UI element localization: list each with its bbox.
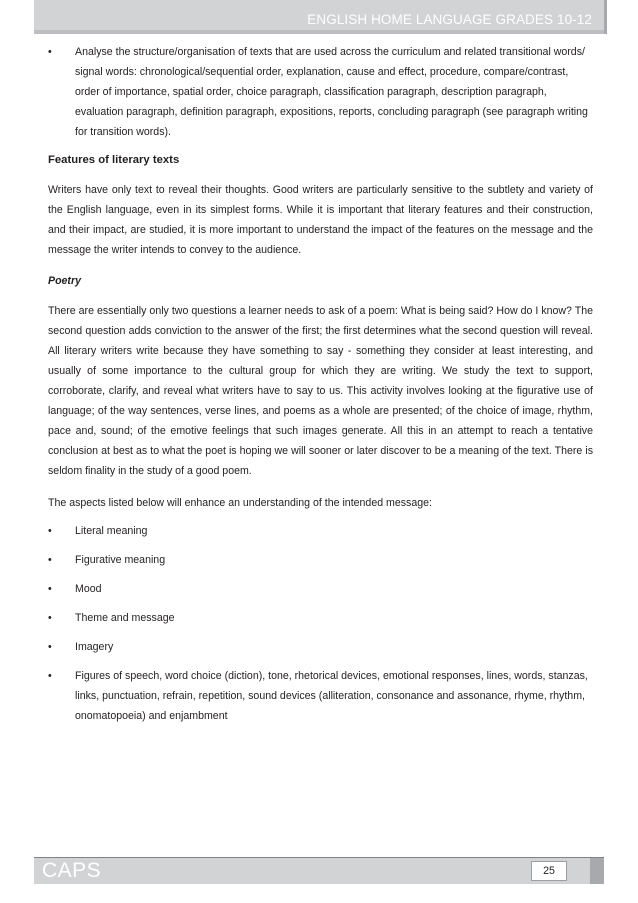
aspect-figurative-meaning: Figurative meaning (75, 554, 166, 566)
bullet-marker: • (48, 612, 52, 624)
header-band (34, 0, 604, 30)
caps-logo: CAPS (42, 859, 102, 882)
intro-bullet (48, 42, 593, 142)
intro-bullet-text: Analyse the structure/organisation of texts that are used across the curriculum and related transitional words/ signal words: chronological/sequential order, explanation, cause and effect, procedure, compare/contrast, order of importance, spatial order, choice paragraph, classification paragraph, description paragraph, evaluation paragraph, definition paragraph, expositions, reports, concluding paragraph (see paragraph writing for transition words). (75, 46, 588, 138)
aspects-intro: The aspects listed below will enhance an understanding of the intended message: (48, 497, 432, 509)
list-item (48, 521, 593, 541)
header-divider (34, 30, 604, 34)
list-item (48, 666, 593, 726)
bullet-marker: • (48, 525, 52, 537)
bullet-marker: • (48, 46, 52, 58)
aspect-figures-of-speech: Figures of speech, word choice (diction), tone, rhetorical devices, emotional responses, lines, words, stanzas, links, punctuation, refrain, repetition, sound devices (alliteration, consonance and assonance, rhyme, rhythm, onomatopoeia) and enjambment (75, 670, 588, 722)
poetry-paragraph: There are essentially only two questions a learner needs to ask of a poem: What is being said? How do I know? The second question adds conviction to the answer of the first; the first determines what the second question will reveal. All literary writers write because they have something to say - something they consider at least interesting, and usually of some importance to the cultural group for which they are writing. We study the text to support, corroborate, clarify, and reveal what writers have to say to us. This activity involves looking at the figurative use of language; of the way sentences, verse lines, and poems as a whole are presented; of the choice of image, rhythm, pace and, sound; of the emotive feelings that such images generate. All this in an attempt to reach a tentative conclusion at best as to what the poet is hoping we will sooner or later discover to be a meaning of the text. There is seldom finality in the study of a good poem. (48, 305, 593, 477)
aspect-literal-meaning: Literal meaning (75, 525, 148, 537)
list-item (48, 579, 593, 599)
bullet-marker: • (48, 641, 52, 653)
page-content (48, 42, 593, 735)
bullet-marker: • (48, 583, 52, 595)
bullet-marker: • (48, 670, 52, 682)
aspects-list (48, 521, 593, 726)
header-edge (604, 0, 607, 34)
header-title: ENGLISH HOME LANGUAGE GRADES 10-12 (307, 12, 592, 27)
aspect-imagery: Imagery (75, 641, 114, 653)
list-item (48, 637, 593, 657)
footer-band (34, 858, 604, 884)
features-heading: Features of literary texts (48, 154, 180, 166)
features-paragraph: Writers have only text to reveal their thoughts. Good writers are particularly sensitive to the subtlety and variety of the English language, even in its simplest forms. While it is important that literary features and their construction, and their impact, are studied, it is more important to understand the impact of the features on the message and the message the writer intends to convey to the audience. (48, 184, 593, 256)
list-item (48, 608, 593, 628)
bullet-marker: • (48, 554, 52, 566)
page-number: 25 (531, 861, 567, 881)
footer-edge (590, 858, 604, 884)
poetry-heading: Poetry (48, 275, 81, 287)
list-item (48, 550, 593, 570)
aspect-theme-message: Theme and message (75, 612, 175, 624)
aspect-mood: Mood (75, 583, 102, 595)
